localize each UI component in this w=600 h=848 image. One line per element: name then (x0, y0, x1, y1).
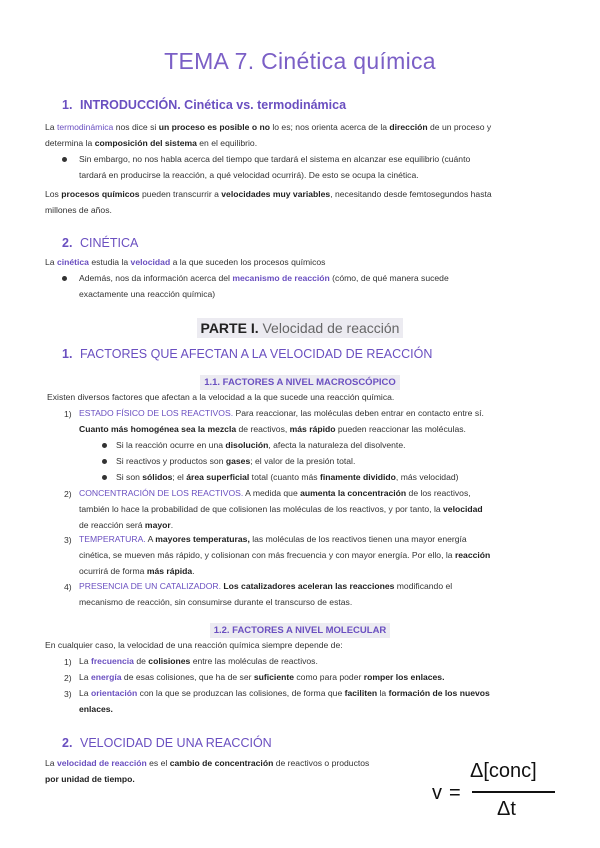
list-number: 2) (64, 489, 72, 499)
list-item-line: enlaces. (79, 704, 113, 714)
paragraph: millones de años. (45, 205, 112, 215)
list-item-line: CONCENTRACIÓN DE LOS REACTIVOS. A medida que aumenta la concentración de los reactivos, (79, 488, 471, 498)
bullet-line: Sin embargo, no nos habla acerca del tiempo que tardará el sistema en alcanzar ese equilibrio (cuánto (79, 154, 471, 164)
formula-denominator: Δt (497, 798, 516, 820)
fraction-bar (472, 791, 555, 793)
paragraph: La termodinámica nos dice si un proceso es posible o no lo es; nos orienta acerca de la dirección de un proceso y (45, 122, 492, 132)
list-item-line: La frecuencia de colisiones entre las moléculas de reactivos. (79, 656, 318, 666)
sub-bullet-line: Si reactivos y productos son gases; el valor de la presión total. (116, 456, 356, 466)
bullet-dot (62, 157, 67, 162)
list-item-line: La energía de esas colisiones, que ha de ser suficiente como para poder romper los enlaces. (79, 672, 445, 682)
subsection-heading-molecular: 1.2. FACTORES A NIVEL MOLECULAR (0, 620, 600, 638)
list-item-line: ocurrirá de forma más rápida. (79, 566, 195, 576)
paragraph: En cualquier caso, la velocidad de una reacción química siempre depende de: (45, 640, 343, 650)
formula-numerator: Δ[conc] (470, 760, 537, 782)
bullet-line: exactamente una reacción química) (79, 289, 216, 299)
subsection-heading-macroscopico: 1.1. FACTORES A NIVEL MACROSCÓPICO (0, 372, 600, 390)
bullet-dot (102, 443, 107, 448)
list-item-line: Cuanto más homogénea sea la mezcla de reactivos, más rápido pueden reaccionar las moléculas. (79, 424, 466, 434)
section-heading-introduccion: 1. INTRODUCCIÓN. Cinética vs. termodinámica (62, 98, 347, 112)
list-item-line: PRESENCIA DE UN CATALIZADOR. Los catalizadores aceleran las reacciones modificando el (79, 581, 453, 591)
list-item-line: ESTADO FÍSICO DE LOS REACTIVOS. Para reaccionar, las moléculas deben entrar en contacto entre sí. (79, 408, 484, 418)
list-number: 3) (64, 535, 72, 545)
list-number: 2) (64, 673, 72, 683)
list-item-line: La orientación con la que se produzcan las colisiones, de forma que faciliten la formación de los nuevos (79, 688, 490, 698)
paragraph: Los procesos químicos pueden transcurrir a velocidades muy variables, necesitando desde femtosegundos hasta (45, 189, 492, 199)
bullet-dot (102, 459, 107, 464)
paragraph: La cinética estudia la velocidad a la que suceden los procesos químicos (45, 257, 326, 267)
list-number: 1) (64, 657, 72, 667)
bullet-dot (62, 276, 67, 281)
section-heading-cinetica: 2. CINÉTICA (62, 236, 139, 250)
formula-equals: = (449, 782, 461, 804)
list-item-line: mecanismo de reacción, sin consumirse durante el transcurso de estas. (79, 597, 353, 607)
sub-bullet-line: Si son sólidos; el área superficial total (cuanto más finamente dividido, más velocidad) (116, 472, 459, 482)
section-heading-factores: 1. FACTORES QUE AFECTAN A LA VELOCIDAD DE REACCIÓN (62, 347, 433, 361)
sub-bullet-line: Si la reacción ocurre en una disolución, afecta la naturaleza del disolvente. (116, 440, 406, 450)
list-item-line: TEMPERATURA. A mayores temperaturas, las moléculas de los reactivos tienen una mayor energía (79, 534, 467, 544)
list-number: 4) (64, 582, 72, 592)
list-item-line: de reacción será mayor. (79, 520, 174, 530)
bullet-line: Además, nos da información acerca del mecanismo de reacción (cómo, de qué manera sucede (79, 273, 449, 283)
list-number: 1) (64, 409, 72, 419)
bullet-line: tardará en producirse la reacción, a qué velocidad ocurrirá). De esto se ocupa la cinética. (79, 170, 419, 180)
page-title: TEMA 7. Cinética química (164, 48, 436, 74)
paragraph: La velocidad de reacción es el cambio de concentración de reactivos o productos (45, 758, 370, 768)
velocity-formula (432, 760, 572, 832)
paragraph: por unidad de tiempo. (45, 774, 135, 784)
formula-v: v (432, 782, 442, 804)
bullet-dot (102, 475, 107, 480)
list-item-line: también lo hace la probabilidad de que colisionen las moléculas de los reactivos, y por tanto, la velocidad (79, 504, 483, 514)
list-number: 3) (64, 689, 72, 699)
part-heading: PARTE I. Velocidad de reacción (0, 318, 600, 338)
paragraph: Existen diversos factores que afectan a la velocidad a la que sucede una reacción química. (47, 392, 395, 402)
paragraph: determina la composición del sistema en el equilibrio. (45, 138, 258, 148)
list-item-line: cinética, se mueven más rápido, y colisionan con más frecuencia y con mayor energía. Por ello, la reacción (79, 550, 491, 560)
section-heading-velocidad: 2. VELOCIDAD DE UNA REACCIÓN (62, 736, 272, 750)
